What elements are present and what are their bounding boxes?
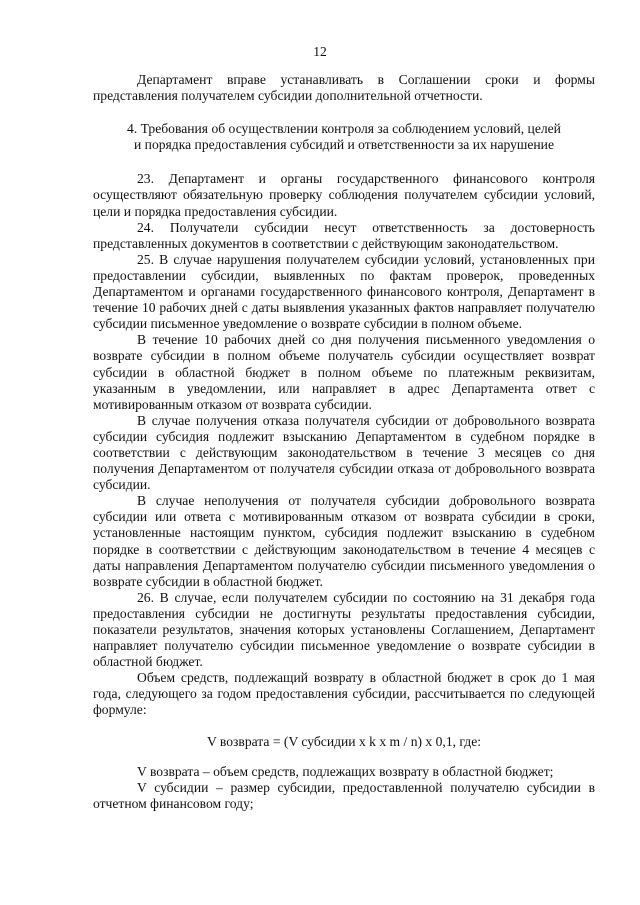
paragraph-25-refusal: В случае получения отказа получателя субсидии от добровольного возврата субсидии субсидия подлежит взысканию Департаментом в судебном порядке в соответствии с действующим законодательством в течение 3 месяцев со дня получения Департаментом от получателя субсидии отказа от добровольного возврата субсидии. [93,412,595,493]
return-formula: V возврата = (V субсидии x k x m / n) x 0,1, где: [206,733,482,749]
paragraph-25-no-response: В случае неполучения от получателя субсидии добровольного возврата субсидии или ответа с мотивированным отказом от возврата субсидии в сроки, установленные настоящим пунктом, субсидия подлежит взысканию в судебном порядке в соответствии с действующим законодательством в течение 4 месяцев с даты направления Департаментом получателю субсидии письменного уведомления о возврате субсидии в областной бюджет. [93,493,595,589]
section-heading-line-1: 4. Требования об осуществлении контроля за соблюдением условий, целей [127,121,561,137]
intro-paragraph: Департамент вправе устанавливать в Соглашении сроки и формы представления получателем субсидии дополнительной отчетности. [93,72,595,104]
paragraph-23: 23. Департамент и органы государственного финансового контроля осуществляют обязательную проверку соблюдения получателем субсидии условий, цели и порядка предоставления субсидии. [93,171,595,219]
paragraph-25: 25. В случае нарушения получателем субсидии условий, установленных при предоставлении субсидии, выявленных по фактам проверок, проведенных Департаментом и органами государственного финансового контроля, Департамент в течение 10 рабочих дней с даты выявления указанных фактов направляет получателю субсидии письменное уведомление о возврате субсидии в полном объеме. [93,251,595,332]
definition-v-subsidy: V субсидии – размер субсидии, предоставленной получателю субсидии в отчетном финансовом году; [93,779,595,811]
page-number: 12 [313,44,327,59]
paragraph-25-return-term: В течение 10 рабочих дней со дня получения письменного уведомления о возврате субсидии в полном объеме получатель субсидии осуществляет возврат субсидии в областной бюджет в полном объеме по платежным реквизитам, указанным в уведомлении, или направляет в адрес Департамента ответ с мотивированным отказом от возврата субсидии. [93,332,595,412]
section-heading [93,121,595,153]
document-body [93,72,595,812]
paragraph-26: 26. В случае, если получателем субсидии по состоянию на 31 декабря года предоставления субсидии не достигнуты результаты предоставления субсидии, показатели результатов, значения которых установлены Соглашением, Департамент направляет получателю субсидии письменное уведомление о возврате субсидии в областной бюджет. [93,589,595,670]
paragraph-26-volume: Объем средств, подлежащий возврату в областной бюджет в срок до 1 мая года, следующего за годом предоставления субсидии, рассчитывается по следующей формуле: [93,670,595,718]
definition-v-return: V возврата – объем средств, подлежащих возврату в областной бюджет; [137,763,554,779]
paragraph-24: 24. Получатели субсидии несут ответственность за достоверность представленных документов в соответствии с действующим законодательством. [93,219,595,251]
section-heading-line-2: и порядка предоставления субсидий и ответственности за их нарушение [134,137,554,153]
